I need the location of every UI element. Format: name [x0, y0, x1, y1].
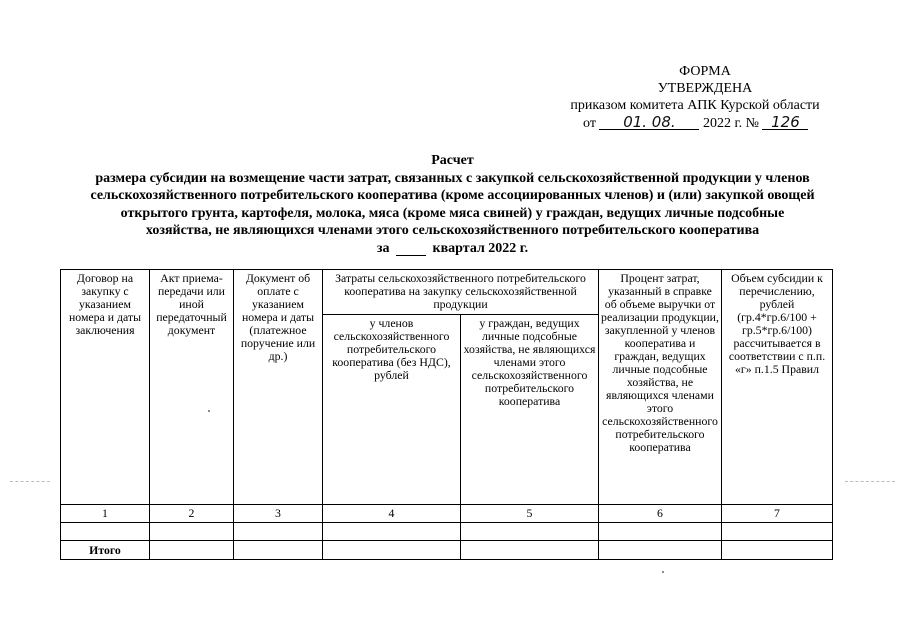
- col-header-2: Акт приема-передачи или иной передаточный документ: [150, 270, 234, 505]
- col-number: 3: [234, 505, 323, 523]
- table-cell: [323, 523, 461, 541]
- date-prefix: от: [583, 116, 596, 131]
- table-cell: [61, 523, 150, 541]
- table-cell: [722, 523, 833, 541]
- table-row: [61, 523, 833, 541]
- document-title: [40, 152, 865, 257]
- column-number-row: [61, 505, 833, 523]
- table-cell: [234, 523, 323, 541]
- col-header-7: Объем субсидии к перечислению, рублей (гр.4*гр.6/100 + гр.5*гр.6/100) рассчитывается в соответствии с п.п. «г» п.1.5 Правил: [722, 270, 833, 505]
- table-cell: [599, 541, 722, 560]
- title-line-1: Расчет: [431, 153, 474, 168]
- title-line-5: хозяйства, не являющихся членами этого сельскохозяйственного потребительского кооператива: [145, 223, 760, 238]
- col-header-6: Процент затрат, указанный в справке об объеме выручки от реализации продукции, закупленной у членов кооператива и граждан, ведущих личные подсобные хозяйства, не являющихся членами этого сельскохозяйственного потребительского кооператива: [599, 270, 722, 505]
- title-line-4: открытого грунта, картофеля, молока, мяса (кроме мяса свиней) у граждан, ведущих личные подсобные: [120, 205, 785, 221]
- year-number-text: 2022 г. №: [702, 116, 759, 131]
- col-number: 1: [61, 505, 150, 523]
- table-cell: [150, 541, 234, 560]
- col-number: 6: [599, 505, 722, 523]
- scan-artifact-line: [10, 481, 50, 482]
- table-cell: [323, 541, 461, 560]
- handwritten-number: 126: [762, 115, 808, 130]
- scan-artifact-line: [845, 481, 895, 482]
- scan-speck: [662, 571, 664, 573]
- quarter-blank: [396, 243, 426, 256]
- col-header-4: у членов сельскохозяйственного потребительского кооператива (без НДС), рублей: [323, 315, 461, 505]
- title-line-2: размера субсидии на возмещение части затрат, связанных с закупкой сельскохозяйственной продукции у членов: [95, 170, 810, 186]
- col-header-5: у граждан, ведущих личные подсобные хозяйства, не являющихся членами этого сельскохозяйственного потребительского кооператива: [461, 315, 599, 505]
- quarter-prefix: за: [376, 240, 390, 256]
- table-cell: [234, 541, 323, 560]
- title-line-6: [40, 240, 865, 258]
- table-cell: [461, 541, 599, 560]
- table-cell: [461, 523, 599, 541]
- col-number: 4: [323, 505, 461, 523]
- table-cell: [722, 541, 833, 560]
- col-number: 5: [461, 505, 599, 523]
- col-header-3: Документ об оплате с указанием номера и даты (платежное поручение или др.): [234, 270, 323, 505]
- total-row: [61, 541, 833, 560]
- col-number: 7: [722, 505, 833, 523]
- table-cell: [150, 523, 234, 541]
- table-cell: [599, 523, 722, 541]
- subsidy-table: [60, 269, 833, 560]
- col-header-group-4-5: Затраты сельскохозяйственного потребительского кооператива на закупку сельскохозяйственной продукции: [323, 270, 599, 315]
- col-number: 2: [150, 505, 234, 523]
- order-date-line: [583, 115, 808, 132]
- handwritten-date: 01. 08.: [599, 115, 699, 130]
- table-header-row: [61, 270, 833, 315]
- approved-label: УТВЕРЖДЕНА: [657, 81, 753, 96]
- col-header-1: Договор на закупку с указанием номера и даты заключения: [61, 270, 150, 505]
- form-label: ФОРМА: [679, 64, 731, 79]
- title-line-3: сельскохозяйственного потребительского кооператива (кроме ассоциированных членов) и (или) закупкой овощей: [90, 188, 815, 203]
- quarter-suffix: квартал 2022 г.: [432, 240, 529, 256]
- order-label: приказом комитета АПК Курской области: [570, 98, 820, 113]
- total-label: Итого: [61, 541, 150, 560]
